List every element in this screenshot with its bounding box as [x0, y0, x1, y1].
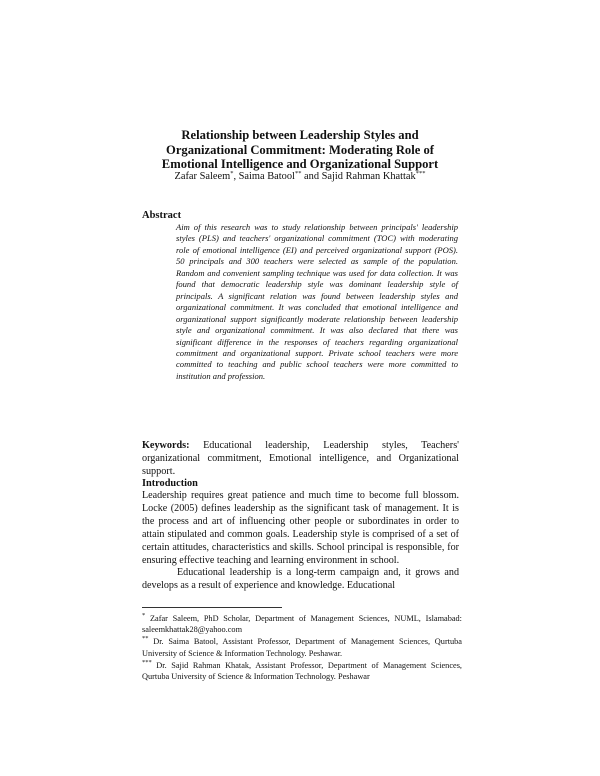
footnote-3-text: Dr. Sajid Rahman Khatak, Assistant Professor, Department of Management Sciences, Qurtuba University of Science & Information Technology. Peshawar	[142, 660, 462, 682]
abstract-text: Aim of this research was to study relationship between principals' leadership styles (PLS) and teachers' organizational commitment (TOC) with moderating role of emotional intelligence (EI) and perceived organizational support (POS). 50 principals and 300 teachers were selected as sample of the population. Random and convenient sampling technique was used for data collection. It was found that democratic leadership style was dominant leadership style of principals. A significant relation was found between leadership styles and organizational commitment. It was concluded that emotional intelligence and organizational support significantly moderate relationship between leadership style and organizational commitment. It was also declared that there was significant difference in the responses of teachers regarding organizational commitment and organizational support. Private school teachers were more committed to teaching and public school teachers were more committed to institution and profession.	[176, 222, 458, 381]
author-2-mark: **	[294, 170, 302, 177]
footnote-2-mark: **	[142, 635, 149, 643]
introduction-body	[142, 490, 459, 593]
title-line-3: Emotional Intelligence and Organizational Support	[161, 157, 439, 171]
footnote-2	[142, 636, 462, 658]
author-3-mark: ***	[415, 170, 426, 177]
footnote-1	[142, 613, 462, 635]
title-line-1: Relationship between Leadership Styles and	[181, 128, 419, 142]
author-separator-2: and	[301, 171, 322, 182]
author-2: Saima Batool	[238, 171, 295, 182]
title-line-2: Organizational Commitment: Moderating Role of	[166, 142, 434, 157]
footnotes	[142, 613, 462, 683]
footnote-3	[142, 660, 462, 682]
footnote-1-mark: *	[142, 612, 146, 619]
keywords-paragraph	[142, 439, 459, 479]
author-1: Zafar Saleem	[174, 171, 231, 182]
keywords-text: Educational leadership, Leadership styles, Teachers' organizational commitment, Emotional intelligence, and Organizational support.	[142, 440, 459, 478]
author-separator-1: ,	[233, 171, 239, 182]
author-3: Sajid Rahman Khattak	[321, 171, 416, 182]
footnote-2-text: Dr. Saima Batool, Assistant Professor, Department of Management Sciences, Qurtuba University of Science & Information Technology. Peshawar.	[142, 637, 462, 658]
abstract-heading: Abstract	[142, 210, 182, 221]
introduction-paragraph-1: Leadership requires great patience and much time to become full blossom. Locke (2005) defines leadership as the significant task of management. It is the process and art of influencing other people or subordinates in order to attain stipulated and common goals. Leadership style is comprised of a set of certain attitudes, characteristics and skills. School principal is responsible, for ensuring effective teaching and learning environment in school.	[142, 490, 459, 566]
introduction-paragraph-2: Educational leadership is a long-term campaign and, it grows and develops as a result of experience and knowledge. Educational	[142, 567, 459, 592]
paper-title	[140, 128, 460, 172]
author-1-mark: *	[230, 170, 234, 177]
introduction-heading: Introduction	[142, 478, 198, 489]
author-line	[120, 171, 480, 183]
footnote-3-mark: ***	[142, 658, 152, 666]
keywords-label: Keywords:	[142, 440, 190, 451]
footnote-divider	[142, 607, 282, 608]
footnote-1-text: Zafar Saleem, PhD Scholar, Department of Management Sciences, NUML, Islamabad: saleemkhattak28@yahoo.com	[142, 614, 462, 635]
